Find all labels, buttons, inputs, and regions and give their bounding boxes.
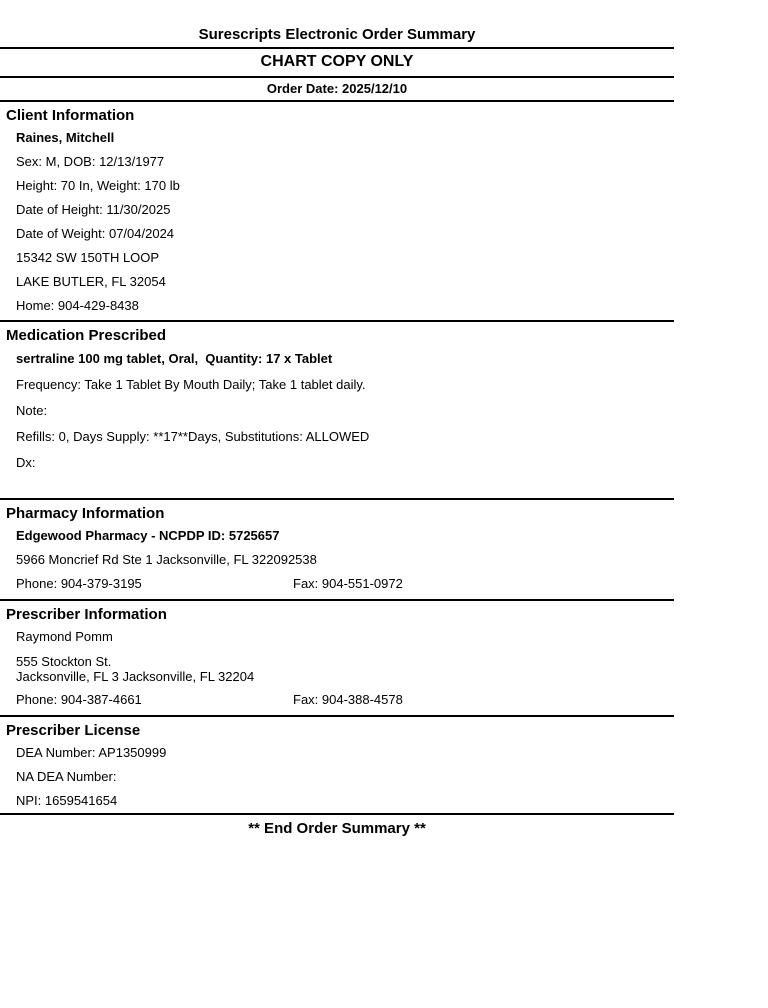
prescriber-information-heading: Prescriber Information bbox=[6, 606, 167, 623]
client-date-of-weight: Date of Weight: 07/04/2024 bbox=[16, 226, 175, 241]
prescriber-contact-row bbox=[0, 688, 674, 712]
pharmacy-address: 5966 Moncrief Rd Ste 1 Jacksonville, FL 322092538 bbox=[16, 552, 317, 567]
client-information-heading: Client Information bbox=[6, 107, 135, 124]
client-name: Raines, Mitchell bbox=[16, 130, 115, 145]
pharmacy-contact-row bbox=[0, 572, 674, 596]
pharmacy-fax: Fax: 904-551-0972 bbox=[293, 576, 403, 591]
document-title: Surescripts Electronic Order Summary bbox=[198, 26, 476, 43]
prescriber-address bbox=[0, 649, 674, 684]
medication-refills: Refills: 0, Days Supply: **17**Days, Substitutions: ALLOWED bbox=[16, 429, 370, 444]
license-na-dea-number: NA DEA Number: bbox=[16, 769, 117, 784]
client-height-weight: Height: 70 In, Weight: 170 lb bbox=[16, 178, 180, 193]
client-sex-dob: Sex: M, DOB: 12/13/1977 bbox=[16, 154, 165, 169]
prescriber-license-heading: Prescriber License bbox=[6, 722, 141, 739]
client-date-of-height: Date of Height: 11/30/2025 bbox=[16, 202, 171, 217]
prescriber-address-line2: Jacksonville, FL 3 Jacksonville, FL 32204 bbox=[16, 669, 255, 684]
prescriber-fax: Fax: 904-388-4578 bbox=[293, 692, 403, 707]
pharmacy-information-section bbox=[0, 500, 674, 599]
order-date-label: Order Date: bbox=[266, 81, 339, 96]
medication-name: sertraline 100 mg tablet, Oral, Quantity: 17 x Tablet bbox=[16, 351, 333, 366]
medication-frequency: Frequency: Take 1 Tablet By Mouth Daily; Take 1 tablet daily. bbox=[16, 377, 366, 392]
pharmacy-information-heading: Pharmacy Information bbox=[6, 505, 165, 522]
order-summary-document bbox=[0, 26, 674, 837]
license-npi: NPI: 1659541654 bbox=[16, 793, 118, 808]
medication-note: Note: bbox=[16, 403, 48, 418]
client-information-section bbox=[0, 102, 674, 320]
prescriber-information-section bbox=[0, 601, 674, 715]
medication-prescribed-section bbox=[0, 322, 674, 498]
prescriber-name: Raymond Pomm bbox=[16, 629, 113, 644]
client-address-city: LAKE BUTLER, FL 32054 bbox=[16, 274, 166, 289]
client-address-street: 15342 SW 150TH LOOP bbox=[16, 250, 160, 265]
end-order-summary: ** End Order Summary ** bbox=[248, 820, 426, 837]
pharmacy-phone: Phone: 904-379-3195 bbox=[16, 576, 142, 591]
prescriber-address-line1: 555 Stockton St. bbox=[16, 654, 112, 669]
license-dea-number: DEA Number: AP1350999 bbox=[16, 745, 167, 760]
pharmacy-name: Edgewood Pharmacy - NCPDP ID: 5725657 bbox=[16, 528, 280, 543]
prescriber-license-section bbox=[0, 717, 674, 813]
medication-prescribed-heading: Medication Prescribed bbox=[6, 327, 167, 344]
order-date-line bbox=[0, 78, 674, 100]
chart-copy-banner: CHART COPY ONLY bbox=[260, 53, 414, 70]
prescriber-phone: Phone: 904-387-4661 bbox=[16, 692, 142, 707]
client-home-phone: Home: 904-429-8438 bbox=[16, 298, 139, 313]
order-date-value: 2025/12/10 bbox=[342, 81, 408, 96]
medication-dx: Dx: bbox=[16, 455, 36, 470]
